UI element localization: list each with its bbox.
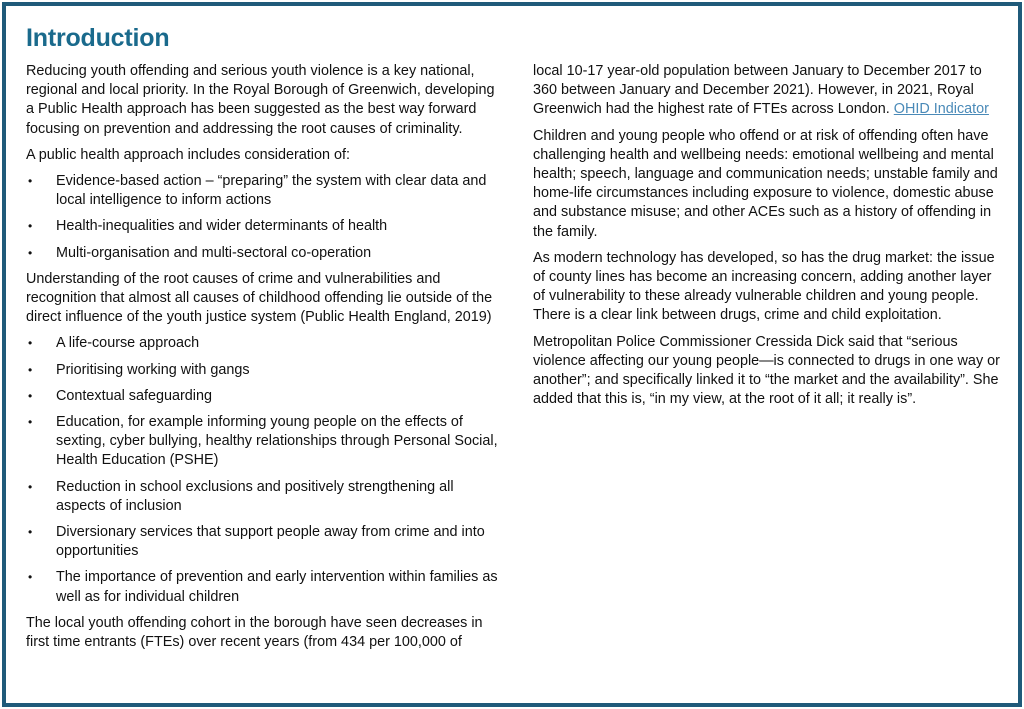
intro-paragraph: Reducing youth offending and serious youth violence is a key national, regional and local priority. In the Royal Borough of Greenwich, developing a Public Health approach has been suggested as the best way forward focusing on prevention and addressing the root causes of criminality. xyxy=(26,63,495,137)
left-column xyxy=(26,62,504,659)
list-item: • Health-inequalities and wider determinants of health xyxy=(26,217,504,236)
drugs-paragraph: As modern technology has developed, so has the drug market: the issue of county lines has become an increasing concern, adding another layer of vulnerability to these already vulnerable children and young people. There is a clear link between drugs, crime and child exploitation. xyxy=(533,249,995,324)
quote-paragraph: Metropolitan Police Commissioner Cressida Dick said that “serious violence affecting our young people—is connected to drugs in one way or another”; and specifically linked it to “the market and the availability”. She added that this is, “in my view, at the root of it all; it really is”. xyxy=(533,333,1000,408)
list-item: • Prioritising working with gangs xyxy=(26,361,504,380)
understanding-paragraph: Understanding of the root causes of crime and vulnerabilities and recognition that almost all causes of childhood offending lie outside of the direct influence of the youth justice system (Public Health England, 2019) xyxy=(26,270,493,326)
list-item: • Diversionary services that support people away from crime and into opportunities xyxy=(26,523,504,561)
cohort-continued-text: local 10-17 year-old population between January to December 2017 to 360 between January and December 2021). However, in 2021, Royal Greenwich had the highest rate of FTEs across London. xyxy=(533,63,982,118)
understanding-list xyxy=(26,334,504,606)
list-item: • Education, for example informing young people on the effects of sexting, cyber bullying, healthy relationships through Personal Social, Health Education (PSHE) xyxy=(26,413,504,471)
right-column xyxy=(533,62,1005,416)
approach-list xyxy=(26,172,504,263)
list-item: • The importance of prevention and early intervention within families as well as for individual children xyxy=(26,568,504,606)
page-title: Introduction xyxy=(26,24,170,52)
ohid-indicator-link[interactable]: OHID Indicator xyxy=(893,101,989,118)
cohort-continued-paragraph xyxy=(533,62,1005,120)
list-item: • A life-course approach xyxy=(26,334,504,353)
list-item: • Evidence-based action – “preparing” the system with clear data and local intelligence to inform actions xyxy=(26,172,504,210)
list-item: • Reduction in school exclusions and positively strengthening all aspects of inclusion xyxy=(26,478,504,516)
approach-lead: A public health approach includes consideration of: xyxy=(26,146,351,163)
page-frame xyxy=(2,2,1022,707)
cohort-paragraph: The local youth offending cohort in the borough have seen decreases in first time entrants (FTEs) over recent years (from 434 per 100,000 of xyxy=(26,614,483,651)
list-item: • Multi-organisation and multi-sectoral co-operation xyxy=(26,244,504,263)
needs-paragraph: Children and young people who offend or at risk of offending often have challenging health and wellbeing needs: emotional wellbeing and mental health; speech, language and communication needs; unstable family and home-life circumstances including exposure to violence, domestic abuse and substance misuse; and other ACEs such as a history of offending in the family. xyxy=(533,127,998,240)
list-item: • Contextual safeguarding xyxy=(26,387,504,406)
